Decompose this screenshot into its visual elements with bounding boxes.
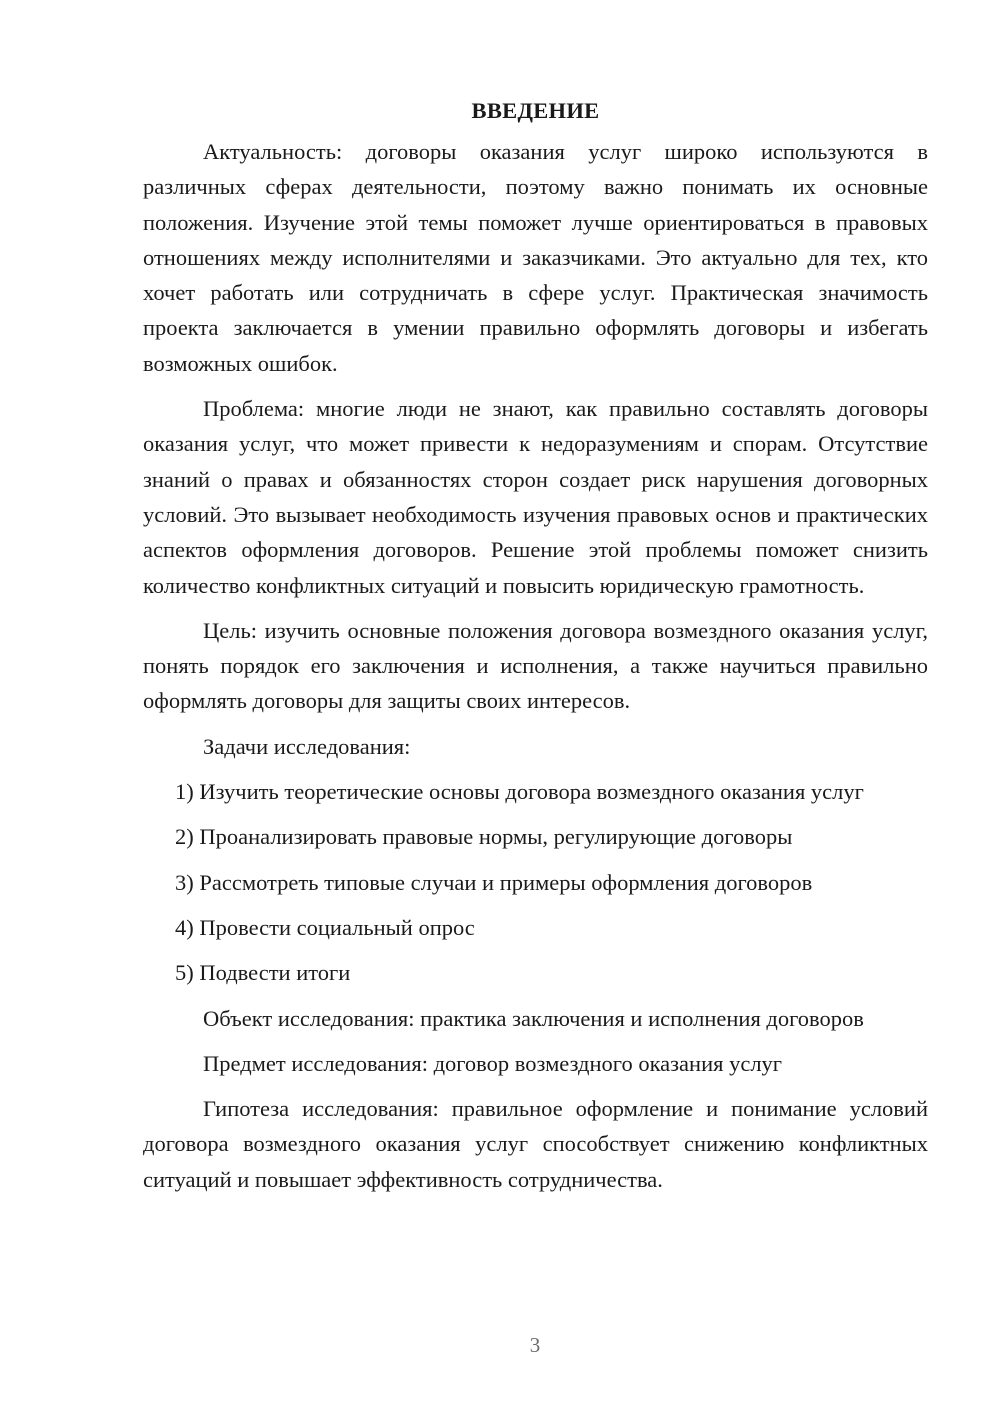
problem-paragraph: Проблема: многие люди не знают, как правильно составлять договоры оказания услуг, что может привести к недоразумениям и спорам. Отсутствие знаний о правах и обязанностях сторон создает риск нарушения договорных условий. Это вызывает необходимость изучения правовых основ и практических аспектов оформления договоров. Решение этой проблемы поможет снизить количество конфликтных ситуаций и повысить юридическую грамотность.	[143, 396, 928, 598]
page-body	[143, 96, 928, 1207]
tasks-list	[143, 774, 928, 990]
page-number: 3	[529, 1333, 541, 1357]
relevance-paragraph: Актуальность: договоры оказания услуг широко используются в различных сферах деятельности, поэтому важно понимать их основные положения. Изучение этой темы поможет лучше ориентироваться в правовых отношениях между исполнителями и заказчиками. Это актуально для тех, кто хочет работать или сотрудничать в сфере услуг. Практическая значимость проекта заключается в умении правильно оформлять договоры и избегать возможных ошибок.	[143, 139, 928, 376]
goal-paragraph: Цель: изучить основные положения договора возмездного оказания услуг, понять порядок его заключения и исполнения, а также научиться правильно оформлять договоры для защиты своих интересов.	[143, 617, 928, 714]
tasks-heading: Задачи исследования:	[203, 733, 411, 759]
hypothesis-paragraph: Гипотеза исследования: правильное оформление и понимание условий договора возмездного оказания услуг способствует снижению конфликтных ситуаций и повышает эффективность сотрудничества.	[143, 1096, 928, 1192]
task-item: 2) Проанализировать правовые нормы, регулирующие договоры	[175, 824, 793, 850]
task-item: 1) Изучить теоретические основы договора возмездного оказания услуг	[175, 779, 864, 805]
subject-paragraph: Предмет исследования: договор возмездного оказания услуг	[203, 1050, 783, 1076]
task-item: 4) Провести социальный опрос	[175, 914, 475, 940]
task-item: 3) Рассмотреть типовые случаи и примеры оформления договоров	[175, 869, 813, 895]
section-heading: ВВЕДЕНИЕ	[471, 98, 600, 123]
task-item: 5) Подвести итоги	[175, 960, 351, 986]
object-paragraph: Объект исследования: практика заключения и исполнения договоров	[203, 1005, 864, 1031]
